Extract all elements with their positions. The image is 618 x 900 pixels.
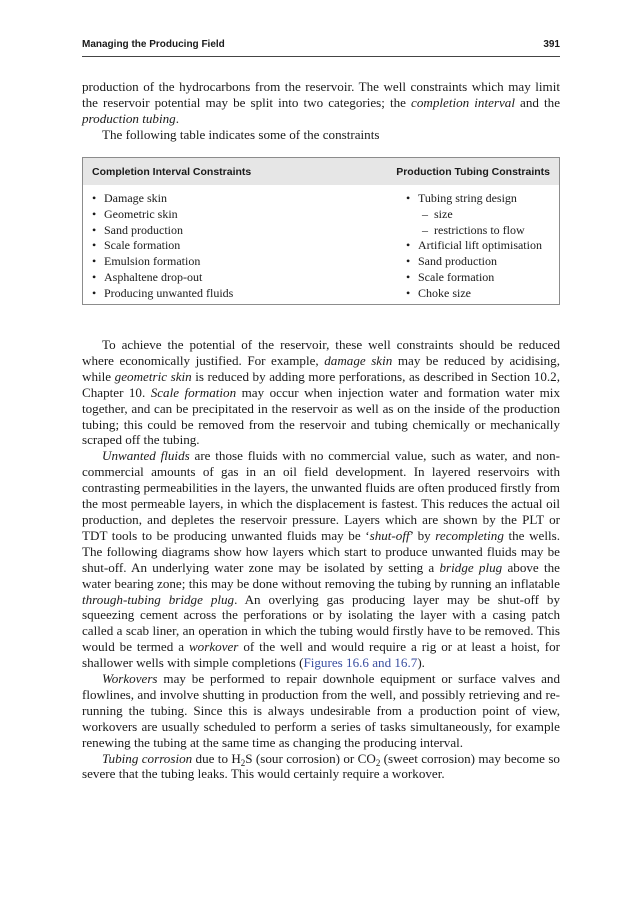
tubing-constraints-list bbox=[406, 191, 542, 302]
table-lead-sentence: The following table indicates some of the constraints bbox=[102, 127, 380, 142]
figure-reference-link[interactable]: Figures 16.6 and 16.7 bbox=[303, 655, 418, 671]
list-item: • Tubing string design bbox=[406, 191, 517, 205]
list-item: • Choke size bbox=[406, 285, 471, 300]
constraints-table bbox=[82, 157, 560, 305]
paragraph-damage-skin: To achieve the potential of the reservoir, these well constraints should be reduced where economically justified. For example, damage skin may be reduced by acidising, while geometric skin is reduced by adding more perforations, as described in Section 10.2, Chapter 10. Scale formation may occur when injection water and formation water mix together, and can be precipitated in the reservoir as well as on the inside of the production tubing; this could be removed from the reservoir and tubing chemically or mechanically scraped off the tubing. bbox=[82, 337, 560, 448]
col1-header: Completion Interval Constraints bbox=[92, 166, 252, 178]
paragraph-tubing-corrosion: Tubing corrosion due to $H_2S$ (sour corrosion) or $CO_2$ (sweet corrosion) may become so severe that the tubing leaks. This would certainly require a workover. bbox=[82, 750, 560, 782]
list-item: • Sand production bbox=[92, 222, 183, 237]
list-item: • Scale formation bbox=[92, 238, 181, 253]
list-item: • Sand production bbox=[406, 254, 497, 269]
table-header-row bbox=[83, 158, 559, 185]
intro-paragraph: production of the hydrocarbons from the reservoir. The well constraints which may limit the reservoir potential may be split into two categories; the completion interval and the production tubing. bbox=[82, 79, 561, 126]
list-item: • Emulsion formation bbox=[92, 254, 201, 269]
paragraph-unwanted-fluids: Unwanted fluids are those fluids with no commercial value, such as water, and non-commercial amounts of gas in an oil field development. In layered reservoirs with contrasting permeabilities in the layers, the unwanted fluids are often produced firstly from the most permeable layers, in which the displacement is fastest. This reduces the actual oil production, and depletes the reservoir pressure. Layers which are shown by the PLT or TDT tools to be producing unwanted fluids may be ‘shut-off’ by recompleting the wells. The following diagrams show how layers which start to produce unwanted fluids may be shut-off. An underlying water zone may be isolated by setting a bridge plug above the water bearing zone; this may be done without removing the tubing by running an inflatable through-tubing bridge plug. An overlying gas producing layer may be shut-off by squeezing cement across the perforations or by isolating the layer with a casing patch called a scab liner, an operation in which the tubing would firstly have to be removed. This would be termed a workover of the well and would require a rig or at least a hoist, for shallower wells with simple completions (Figures 16.6 and 16.7). bbox=[82, 448, 561, 671]
list-subitem: – restrictions to flow bbox=[422, 222, 525, 237]
page-number: 391 bbox=[543, 39, 560, 50]
running-header bbox=[82, 39, 560, 57]
list-item: • Asphaltene drop-out bbox=[92, 269, 203, 284]
paragraph-workovers: Workovers may be performed to repair downhole equipment or surface valves and flowlines, and involve shutting in production from the well, and possibly retrieving and re-running the tubing. Since this is always undesirable from a production point of view, workovers are usually scheduled to perform a series of tasks simultaneously, for example renewing the tubing at the same time as changing the producing interval. bbox=[82, 671, 560, 750]
header-rule bbox=[82, 56, 560, 57]
list-item: • Geometric skin bbox=[92, 206, 178, 221]
running-title: Managing the Producing Field bbox=[82, 39, 225, 50]
list-subitem: – size bbox=[422, 206, 453, 221]
list-item: • Artificial lift optimisation bbox=[406, 238, 542, 253]
completion-constraints-list bbox=[92, 191, 233, 302]
body-text bbox=[82, 337, 560, 782]
list-item: • Producing unwanted fluids bbox=[92, 285, 234, 300]
list-item: • Damage skin bbox=[92, 191, 167, 205]
col2-header: Production Tubing Constraints bbox=[396, 166, 550, 178]
list-item: • Scale formation bbox=[406, 269, 495, 284]
